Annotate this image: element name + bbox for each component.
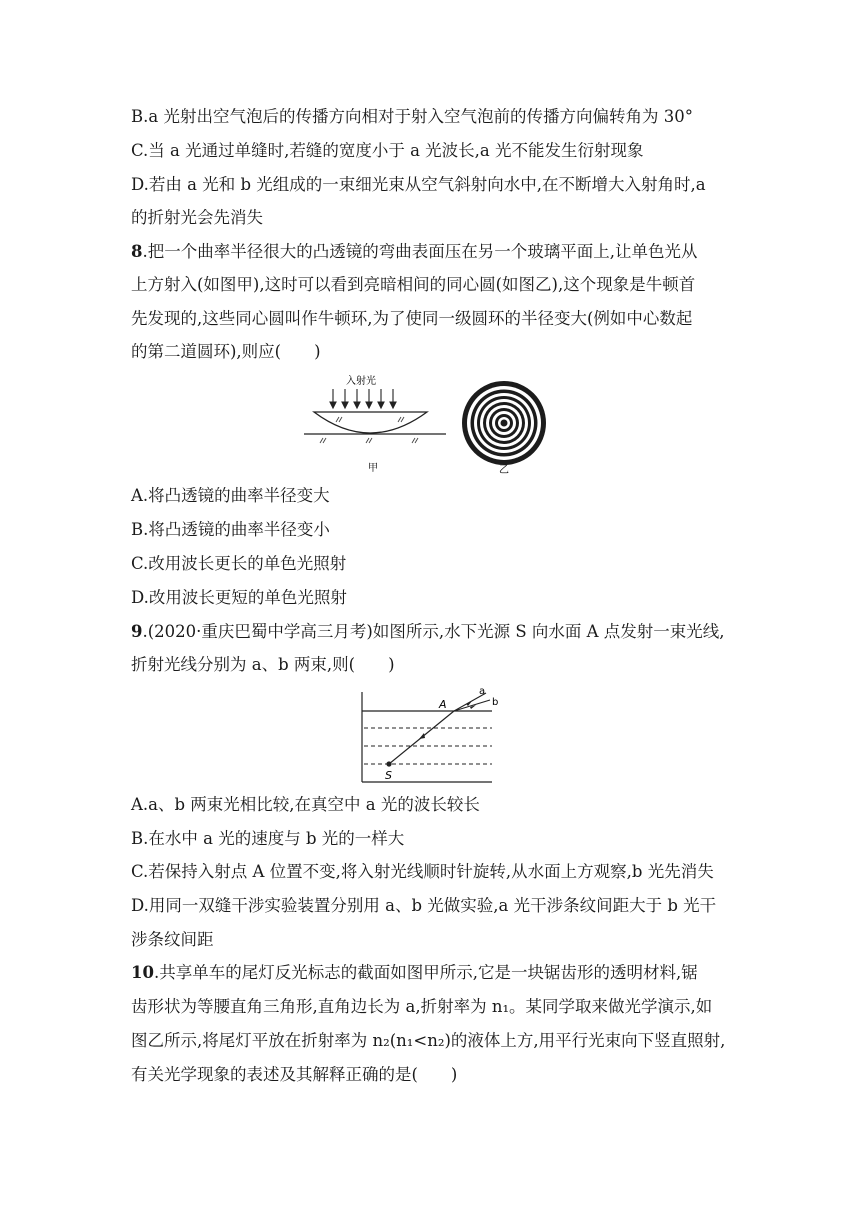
hatch-marks — [320, 417, 418, 443]
label-ray-b: b — [492, 697, 499, 708]
q8-number: 8 — [131, 242, 143, 261]
label-point-s: S — [385, 769, 392, 782]
q10-number: 10 — [131, 963, 154, 982]
q8-stem-line1 — [131, 241, 697, 263]
q7-option-d-line2: 的折射光会先消失 — [131, 208, 263, 227]
q10-stem-line1 — [131, 962, 698, 984]
q9-stem-text1: .(2020·重庆巴蜀中学高三月考)如图所示,水下光源 S 向水面 A 点发射一束光线, — [142, 622, 725, 641]
q8-stem-line4: 的第二道圆环),则应( ) — [131, 342, 321, 361]
refracted-ray-b — [454, 700, 490, 711]
q9-stem-line1 — [131, 621, 725, 643]
q10-stem-line4: 有关光学现象的表述及其解释正确的是( ) — [131, 1065, 458, 1084]
q9-number: 9 — [131, 622, 143, 641]
q8-figure-yi — [461, 380, 549, 480]
q8-stem-text1: .把一个曲率半径很大的凸透镜的弯曲表面压在另一个玻璃平面上,让单色光从 — [142, 242, 698, 261]
convex-lens — [314, 412, 427, 433]
q7-option-c: C.当 a 光通过单缝时,若缝的宽度小于 a 光波长,a 光不能发生衍射现象 — [131, 141, 644, 160]
q9-figure — [358, 684, 508, 784]
q9-stem-line2: 折射光线分别为 a、b 两束,则( ) — [131, 655, 395, 674]
label-point-a: A — [439, 698, 447, 711]
q10-stem-line3: 图乙所示,将尾灯平放在折射率为 n₂(n₁<n₂)的液体上方,用平行光束向下竖直照射, — [131, 1031, 726, 1050]
q8-option-b: B.将凸透镜的曲率半径变小 — [131, 520, 330, 539]
label-ray-a: a — [479, 686, 486, 697]
label-jia: 甲 — [368, 463, 378, 474]
q9-option-c: C.若保持入射点 A 位置不变,将入射光线顺时针旋转,从水面上方观察,b 光先消失 — [131, 862, 714, 881]
q9-option-d-line1: D.用同一双缝干涉实验装置分别用 a、b 光做实验,a 光干涉条纹间距大于 b 光干 — [131, 896, 717, 915]
q8-figure-jia — [300, 372, 450, 476]
incident-ray-arrow — [419, 733, 425, 739]
q7-option-d-line1: D.若由 a 光和 b 光组成的一束细光束从空气斜射向水中,在不断增大入射角时,a — [131, 175, 706, 194]
incident-light-label: 入射光 — [346, 376, 376, 387]
q9-option-d-line2: 涉条纹间距 — [131, 930, 214, 949]
label-yi: 乙 — [499, 465, 509, 476]
depth-lines — [364, 728, 492, 764]
q9-option-a: A.a、b 两束光相比较,在真空中 a 光的波长较长 — [131, 795, 480, 814]
q8-option-d: D.改用波长更短的单色光照射 — [131, 588, 347, 607]
q8-stem-line3: 先发现的,这些同心圆叫作牛顿环,为了使同一级圆环的半径变大(例如中心数起 — [131, 309, 693, 328]
q7-option-b: B.a 光射出空气泡后的传播方向相对于射入空气泡前的传播方向偏转角为 30° — [131, 107, 693, 126]
q9-option-b: B.在水中 a 光的速度与 b 光的一样大 — [131, 829, 405, 848]
q10-stem-text1: .共享单车的尾灯反光标志的截面如图甲所示,它是一块锯齿形的透明材料,锯 — [153, 963, 698, 982]
q10-stem-line2: 齿形状为等腰直角三角形,直角边长为 a,折射率为 n₁。某同学取来做光学演示,如 — [131, 997, 713, 1016]
q8-option-a: A.将凸透镜的曲率半径变大 — [131, 486, 330, 505]
q8-stem-line2: 上方射入(如图甲),这时可以看到亮暗相间的同心圆(如图乙),这个现象是牛顿首 — [131, 275, 696, 294]
incident-arrows — [330, 389, 396, 408]
q8-option-c: C.改用波长更长的单色光照射 — [131, 554, 347, 573]
light-source-s — [386, 761, 391, 766]
